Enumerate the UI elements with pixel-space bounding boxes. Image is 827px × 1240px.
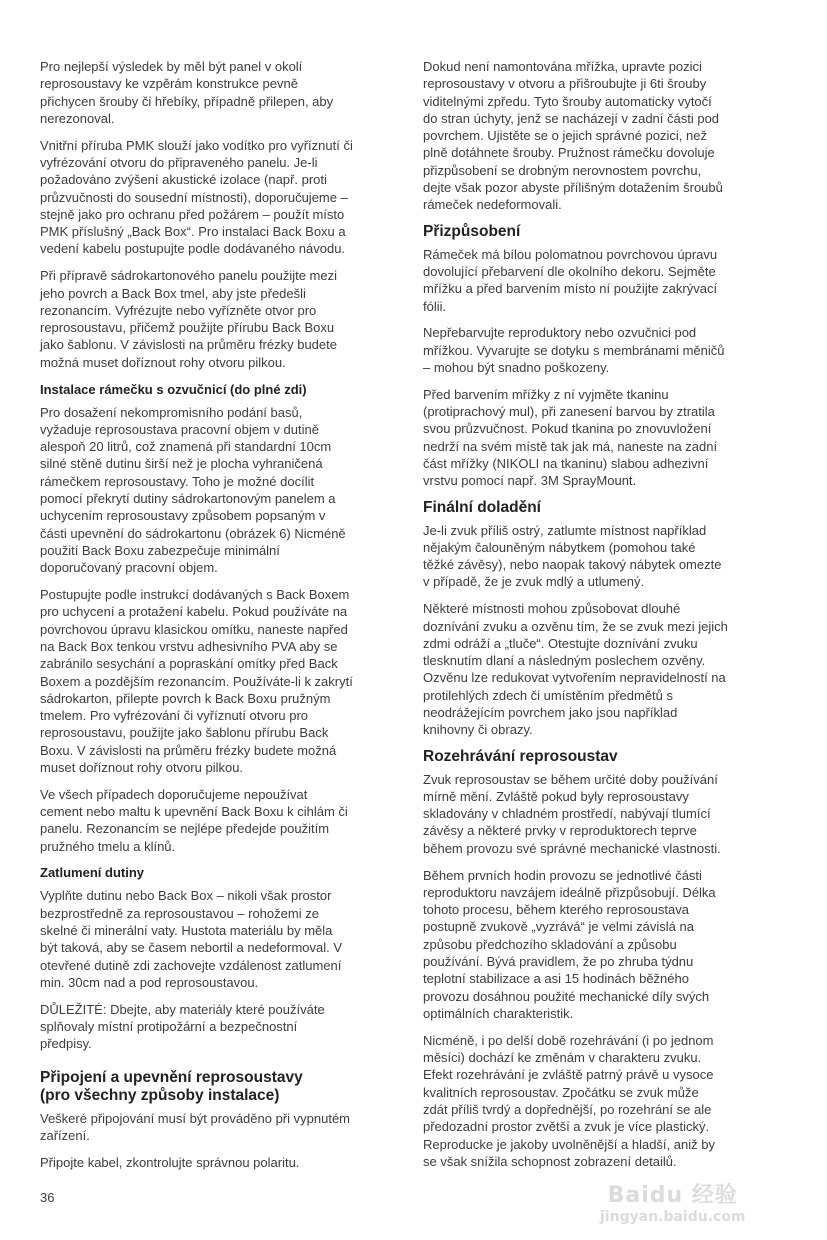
text-line: Je-li zvuk příliš ostrý, zatlumte místnost například (423, 522, 707, 538)
text-line: vyžaduje reprosoustava pracovní objem v dutině (40, 421, 319, 437)
text-line: reprosoustavy ke vzpěrám konstrukce pevně (40, 76, 298, 92)
text-line: Před barvením mřížky z ní vyjměte tkaninu (423, 386, 669, 402)
paragraph (40, 404, 420, 577)
text-line: vedení kabelu postupujte podle dodávaného návodu. (40, 241, 346, 257)
text-line: mřížkou. Vyvarujte se dotyku s membránami měničů (423, 342, 725, 358)
text-line: rámečkem reprosoustavy. Toho je možné docílit (40, 473, 315, 489)
text-line: splňovaly místní protipožární a bezpečnostní (40, 1019, 298, 1035)
text-line: postupně zvukově „vyzrává“ je velmi závislá na (423, 919, 694, 935)
text-line: Připojení a upevnění reprosoustavy (40, 1068, 303, 1086)
text-line: uchycením reprosoustavy způsobem popsaným v (40, 508, 326, 524)
text-line: DŮLEŽITÉ: Dbejte, aby materiály které používáte (40, 1001, 325, 1017)
text-line: PMK příslušný „Back Box“. Pro instalaci Back Boxu a (40, 224, 346, 240)
watermark-url: jingyan.baidu.com (600, 1209, 746, 1226)
page-number: 36 (40, 1190, 55, 1205)
text-line: Pro dosažení nekompromisního podání basů, (40, 404, 303, 420)
text-line: Dokud není namontována mřížka, upravte pozici (423, 59, 702, 74)
text-line: jako šablonu. V závislosti na průměru frézky budete (40, 337, 337, 353)
subsection-heading (40, 381, 420, 398)
text-line: kvalitních reprosoustav. Zpočátku se zvuk může (423, 1084, 699, 1100)
text-line: způsobu předchozího skladování a způsobu (423, 936, 677, 952)
paragraph (40, 1001, 420, 1053)
section-heading (40, 1069, 420, 1106)
text-line: plně dotáhnete šrouby. Pružnost rámečku dovoluje (423, 145, 715, 161)
text-line: mírně mění. Zvláště pokud byly reprosoustavy (423, 788, 689, 804)
paragraph (40, 137, 420, 258)
text-line: teplotní stabilizace a asi 15 hodinách běžného (423, 971, 689, 987)
paragraph (423, 246, 803, 315)
section-heading (423, 223, 803, 242)
text-line: bezprostředně za reprosoustavou – rohožemi ze (40, 905, 319, 921)
paragraph (423, 386, 803, 490)
text-line: min. 30cm nad a pod reprosoustavou. (40, 974, 259, 990)
text-line: být taková, aby se časem nebortil a nedeformoval. V (40, 940, 343, 956)
text-line: Připojte kabel, zkontrolujte správnou polaritu. (40, 1154, 300, 1170)
text-line: protilehlých zdech či umístěním předmětů s (423, 687, 673, 703)
text-line: závěsy a některé prvky v reproduktorech teprve (423, 823, 697, 839)
text-line: provozu dosáhnou použité mechanické díly svých (423, 988, 710, 1004)
paragraph (423, 58, 803, 214)
text-line: Boxu. V závislosti na průměru frézky budete možná (40, 742, 337, 758)
text-line: nerezonoval. (40, 110, 115, 126)
text-line: Finální doladění (423, 499, 541, 517)
text-line: Rámeček má bílou polomatnou povrchovou úpravu (423, 246, 718, 262)
paragraph (423, 867, 803, 1023)
text-line: požadováno zvýšení akustické izolace (např. proti (40, 172, 327, 188)
text-line: Efekt rozehrávání je zvláště patrný právě u vysoce (423, 1067, 714, 1083)
text-line: muset doříznout rohy otvoru pilkou. (40, 759, 244, 775)
paragraph (423, 600, 803, 738)
text-line: těžké závěsy), nebo naopak takový nábytek omezte (423, 557, 722, 573)
paragraph (40, 1110, 420, 1145)
paragraph (40, 786, 420, 855)
text-line: zabránilo sesychání a popraskání omítky před Back (40, 656, 338, 672)
watermark-brand: Baidu 经验 (607, 1183, 738, 1208)
text-line: na Back Box tenkou vrstvu adhesivního PVA aby se (40, 638, 338, 654)
text-line: Boxem a pozdějším rezonancím. Používáte-li k zakrytí (40, 673, 353, 689)
text-line: Rozehrávání reprosoustav (423, 748, 618, 766)
paragraph (423, 522, 803, 591)
text-line: reprosoustavy v otvoru a přišroubujte ji 6ti šrouby (423, 76, 707, 92)
text-line: viditelnými zpředu. Tyto šrouby automaticky vytočí (423, 93, 712, 109)
text-line: optimálních charakteristik. (423, 1005, 574, 1021)
text-line: svou průzvučnost. Pokud tkanina po znovuvložení (423, 421, 712, 437)
text-line: Reproducke je jakoby uvolněnější a hladší, aniž by (423, 1136, 715, 1152)
text-line: (pro všechny způsoby instalace) (40, 1087, 280, 1105)
text-line: rámeček nedeformovali. (423, 197, 562, 213)
paragraph (40, 586, 420, 776)
text-line: Postupujte podle instrukcí dodávaných s Back Boxem (40, 587, 350, 603)
text-line: Ve všech případech doporučujeme nepoužívat (40, 786, 308, 802)
text-line: do stran úchyty, jenž se nacházejí v zadní části pod (423, 110, 720, 126)
text-line: Pro nejlepší výsledek by měl být panel v okolí (40, 59, 303, 74)
text-line: Instalace rámečku s ozvučnicí (do plné zdi) (40, 381, 307, 397)
text-line: části upevnění do sádrokartonu (obrázek 6) Nicméně (40, 525, 346, 541)
text-line: silné stěně dutinu širší než je plocha vyhraničená (40, 456, 323, 472)
text-line: tlesknutím dlaní a následným poslechem ozvěny. (423, 653, 706, 669)
text-line: panelu. Rezonancím se nejlépe předejde použitím (40, 821, 330, 837)
text-line: – mohou být snadno poškozeny. (423, 359, 610, 375)
text-line: dejte však pozor abyste přílišným dotažením šroubů (423, 180, 723, 196)
text-line: Při přípravě sádrokartonového panelu použijte mezi (40, 268, 338, 284)
text-line: nějakým čalouněným nábytkem (pomohou také (423, 539, 696, 555)
paragraph (40, 887, 420, 991)
text-line: fólii. (423, 298, 447, 314)
text-line: reprosoustavu, přičemž použijte přírubu Back Boxu (40, 320, 335, 336)
text-line: Vyplňte dutinu nebo Back Box – nikoli však prostor (40, 888, 332, 904)
text-line: tmelem. Pro vyfrézování či vyříznutí otvoru pro (40, 708, 309, 724)
text-line: Nicméně, i po delší době rozehrávání (i po jednom (423, 1032, 714, 1048)
text-line: jeho povrch a Back Box tmel, aby jste předešli (40, 285, 306, 301)
text-line: Nepřebarvujte reproduktory nebo ozvučnici pod (423, 325, 697, 341)
text-line: zařízení. (40, 1127, 90, 1143)
text-line: předozadní prostor zvětší a zvuk je více plastický. (423, 1119, 710, 1135)
text-line: skelné či minerální vaty. Hustota materiálu by měla (40, 923, 333, 939)
text-line: pomocí překrytí dutiny sádrokartonovým panelem a (40, 491, 336, 507)
paragraph (40, 1154, 420, 1171)
text-line: tohoto procesu, během kterého reprosoustava (423, 902, 689, 918)
text-line: doznívání zvuku a ozvěnu tím, že se zvuk mezi jejich (423, 618, 728, 634)
text-line: vrstvu pomocí např. 3M SprayMount. (423, 473, 637, 489)
text-line: během provozu své správné mechanické vlastnosti. (423, 840, 721, 856)
paragraph (423, 771, 803, 857)
watermark-logo (600, 1184, 746, 1226)
text-line: zdmi odráží a „tluče“. Otestujte doznívání zvuku (423, 635, 698, 651)
text-line: doporučovaný pracovní objem. (40, 560, 218, 576)
section-heading (423, 499, 803, 518)
text-line: povrchovou úpravu klasickou omítku, naneste napřed (40, 621, 348, 637)
text-line: vyfrézování otvoru do připraveného panelu. Je-li (40, 154, 318, 170)
text-line: použití Back Boxu zabezpečuje minimální (40, 542, 280, 558)
text-line: mřížku a před barvením místo ní použijte zakrývací (423, 281, 718, 297)
text-line: (protiprachový mul), při zanesení barvou by ztratila (423, 404, 715, 420)
text-line: otevřené dutině zdi zachovejte vzdálenost zatlumení (40, 957, 342, 973)
paragraph (40, 58, 420, 127)
text-line: dovolující přebarvení dle okolního dekoru. Sejměte (423, 263, 716, 279)
text-line: povrchem. Ujistěte se o jejich správné pozici, než (423, 128, 707, 144)
text-line: předpisy. (40, 1036, 92, 1052)
text-line: Přizpůsobení (423, 223, 521, 241)
text-line: knihovny či obrazy. (423, 722, 533, 738)
text-line: rezonancím. Vyfrézujte nebo vyřízněte otvor pro (40, 302, 317, 318)
text-line: Veškeré připojování musí být prováděno při vypnutém (40, 1110, 351, 1126)
text-line: přichycen šrouby či hřebíky, případně přilepen, aby (40, 93, 334, 109)
subsection-heading (40, 864, 420, 881)
text-line: Zatlumení dutiny (40, 865, 144, 881)
text-line: Zvuk reprosoustav se během určité doby používání (423, 771, 718, 787)
text-line: měsíci) dochází ke změnám v charakteru zvuku. (423, 1050, 702, 1066)
text-line: možná muset doříznout rohy otvoru pilkou. (40, 354, 286, 370)
text-line: sádrokarton, přilepte povrch k Back Boxu pružným (40, 690, 331, 706)
section-heading (423, 748, 803, 767)
right-column (423, 58, 803, 1180)
text-line: stejně jako pro ochranu před požárem – použít místo (40, 206, 345, 222)
text-line: zdát příliš tvrdý a dopřednější, po rozehrání se ale (423, 1101, 712, 1117)
text-line: Během prvních hodin provozu se jednotlivé části (423, 867, 702, 883)
text-line: Ozvěnu lze redukovat vytvořením nepravidelností na (423, 670, 726, 686)
text-line: cement nebo maltu k upevnění Back Boxu k cihlám či (40, 804, 348, 820)
text-line: skladovány v chladném prostředí, nabývají tlumící (423, 806, 711, 822)
paragraph (40, 267, 420, 371)
paragraph (423, 1032, 803, 1170)
text-line: v případě, že je zvuk mdlý a utlumený. (423, 574, 645, 590)
text-line: část mřížky (NIKOLI na tkaninu) slabou adhezivní (423, 455, 709, 471)
text-line: přizpůsobení se drobným nerovnostem povrchu, (423, 162, 702, 178)
text-line: neodrážejícím povrchem jako jsou například (423, 705, 678, 720)
text-line: reproduktoru navzájem ideálně přizpůsobují. Délka (423, 884, 716, 900)
paragraph (423, 324, 803, 376)
text-line: používání. Bývá pravidlem, že po zhruba týdnu (423, 954, 694, 970)
text-line: Vnitřní příruba PMK slouží jako vodítko pro vyříznutí či (40, 137, 353, 153)
text-line: průzvučnosti do sousední místnosti), doporučujeme – (40, 189, 348, 205)
text-line: reprosoustavu, použijte jako šablonu přírubu Back (40, 725, 329, 741)
text-line: pružného tmelu a klínů. (40, 838, 176, 854)
text-line: nedrží na svém místě tak jak má, naneste na zadní (423, 438, 718, 454)
text-line: Některé místnosti mohou způsobovat dlouhé (423, 601, 681, 617)
left-column (40, 58, 420, 1181)
text-line: alespoň 20 litrů, což znamená při standardní 10cm (40, 439, 332, 455)
text-line: se však snížila schopnost zobrazení detailů. (423, 1153, 677, 1169)
text-line: pro uchycení a protažení kabelu. Pokud používáte na (40, 604, 348, 620)
